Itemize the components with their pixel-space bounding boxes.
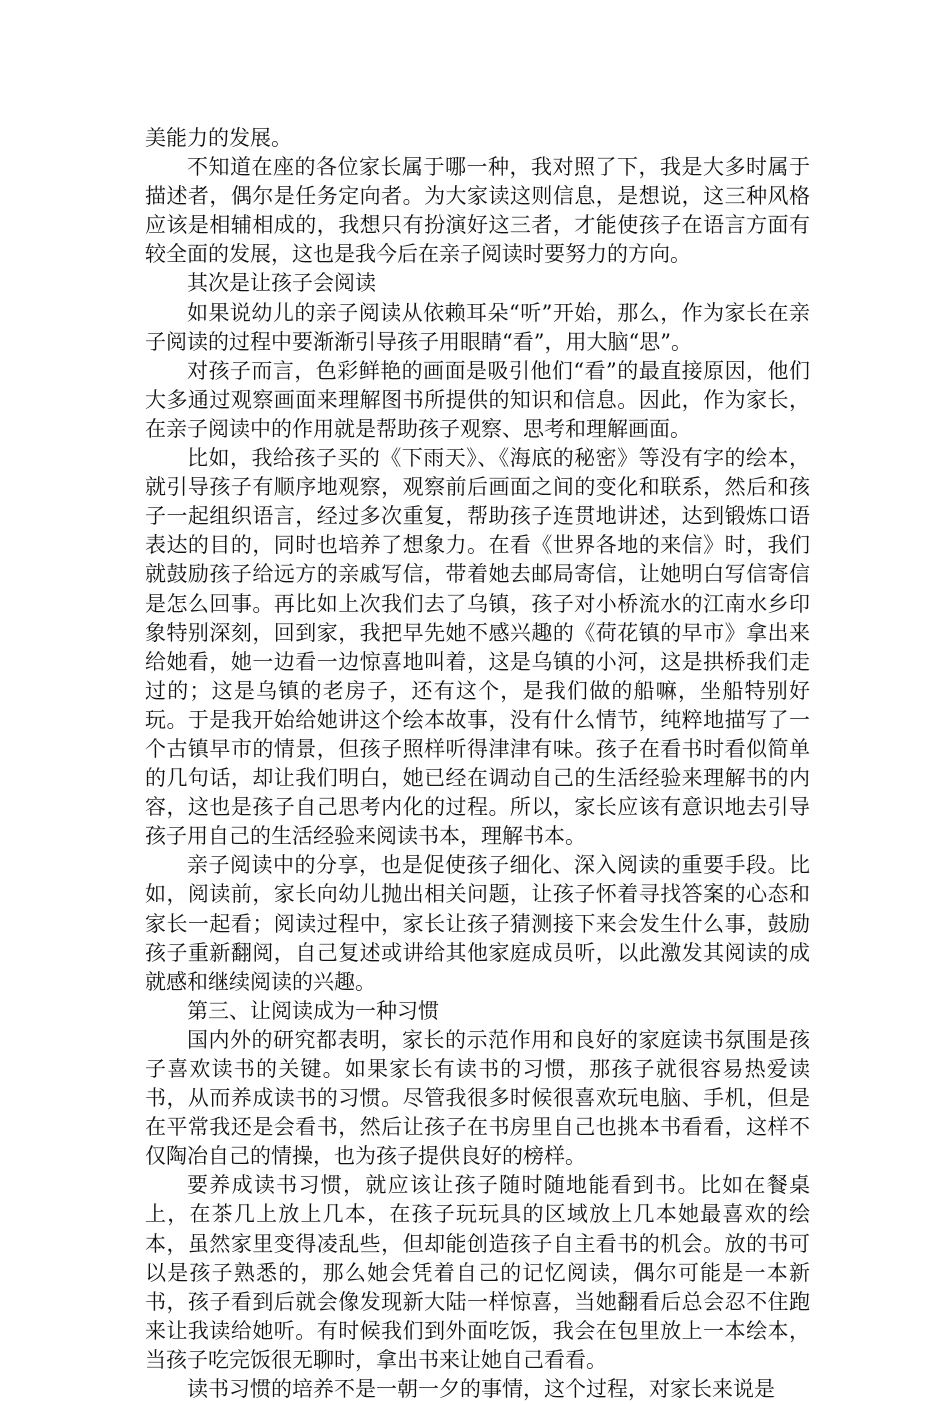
paragraph: 读书习惯的培养不是一朝一夕的事情，这个过程，对家长来说是 <box>187 1377 775 1402</box>
document-body <box>145 124 810 1404</box>
paragraph: 亲子阅读中的分享，也是促使孩子细化、深入阅读的重要手段。比如，阅读前，家长向幼儿抛出相关问题，让孩子怀着寻找答案的心态和家长一起看；阅读过程中，家长让孩子猜测接下来会发生什么事，鼓励孩子重新翻阅，自己复述或讲给其他家庭成员听，以此激发其阅读的成就感和继续阅读的兴趣。 <box>145 853 810 994</box>
paragraph: 美能力的发展。 <box>145 126 292 150</box>
paragraph: 不知道在座的各位家长属于哪一种，我对照了下，我是大多时属于描述者，偶尔是任务定向者。为大家读这则信息，是想说，这三种风格应该是相辅相成的，我想只有扮演好这三者，才能使孩子在语言方面有较全面的发展，这也是我今后在亲子阅读时要努力的方向。 <box>145 155 810 267</box>
paragraph: 比如，我给孩子买的《下雨天》、《海底的秘密》等没有字的绘本，就引导孩子有顺序地观察，观察前后画面之间的变化和联系，然后和孩子一起组织语言，经过多次重复，帮助孩子连贯地讲述，达到锻炼口语表达的目的，同时也培养了想象力。在看《世界各地的来信》时，我们就鼓励孩子给远方的亲戚写信，带着她去邮局寄信，让她明白写信寄信是怎么回事。再比如上次我们去了乌镇，孩子对小桥流水的江南水乡印象特别深刻，回到家，我把早先她不感兴趣的《荷花镇的早市》拿出来给她看，她一边看一边惊喜地叫着，这是乌镇的小河，这是拱桥我们走过的；这是乌镇的老房子，还有这个，是我们做的船嘛，坐船特别好玩。于是我开始给她讲这个绘本故事，没有什么情节，纯粹地描写了一个古镇早市的情景，但孩子照样听得津津有味。孩子在看书时看似简单的几句话，却让我们明白，她已经在调动自己的生活经验来理解书的内容，这也是孩子自己思考内化的过程。所以，家长应该有意识地去引导孩子用自己的生活经验来阅读书本，理解书本。 <box>145 446 810 849</box>
section-heading: 其次是让孩子会阅读 <box>187 271 376 296</box>
paragraph: 对孩子而言，色彩鲜艳的画面是吸引他们“看”的最直接原因，他们大多通过观察画面来理解图书所提供的知识和信息。因此，作为家长，在亲子阅读中的作用就是帮助孩子观察、思考和理解画面。 <box>145 358 810 441</box>
section-heading: 第三、让阅读成为一种习惯 <box>187 998 439 1023</box>
paragraph: 要养成读书习惯，就应该让孩子随时随地能看到书。比如在餐桌上，在茶几上放上几本，在孩子玩玩具的区域放上几本她最喜欢的绘本，虽然家里变得凌乱些，但却能创造孩子自主看书的机会。放的书可以是孩子熟悉的，那么她会凭着自己的记忆阅读，偶尔可能是一本新书，孩子看到后就会像发现新大陆一样惊喜，当她翻看后总会忍不住跑来让我读给她听。有时候我们到外面吃饭，我会在包里放上一本绘本，当孩子吃完饭很无聊时，拿出书来让她自己看看。 <box>145 1173 810 1372</box>
paragraph: 国内外的研究都表明，家长的示范作用和良好的家庭读书氛围是孩子喜欢读书的关键。如果家长有读书的习惯，那孩子就很容易热爱读书，从而养成读书的习惯。尽管我很多时候很喜欢玩电脑、手机，但是在平常我还是会看书，然后让孩子在书房里自己也挑本书看看，这样不仅陶冶自己的情操，也为孩子提供良好的榜样。 <box>145 1027 810 1169</box>
paragraph: 如果说幼儿的亲子阅读从依赖耳朵“听”开始，那么，作为家长在亲子阅读的过程中要渐渐引导孩子用眼睛“看”，用大脑“思”。 <box>145 300 810 354</box>
